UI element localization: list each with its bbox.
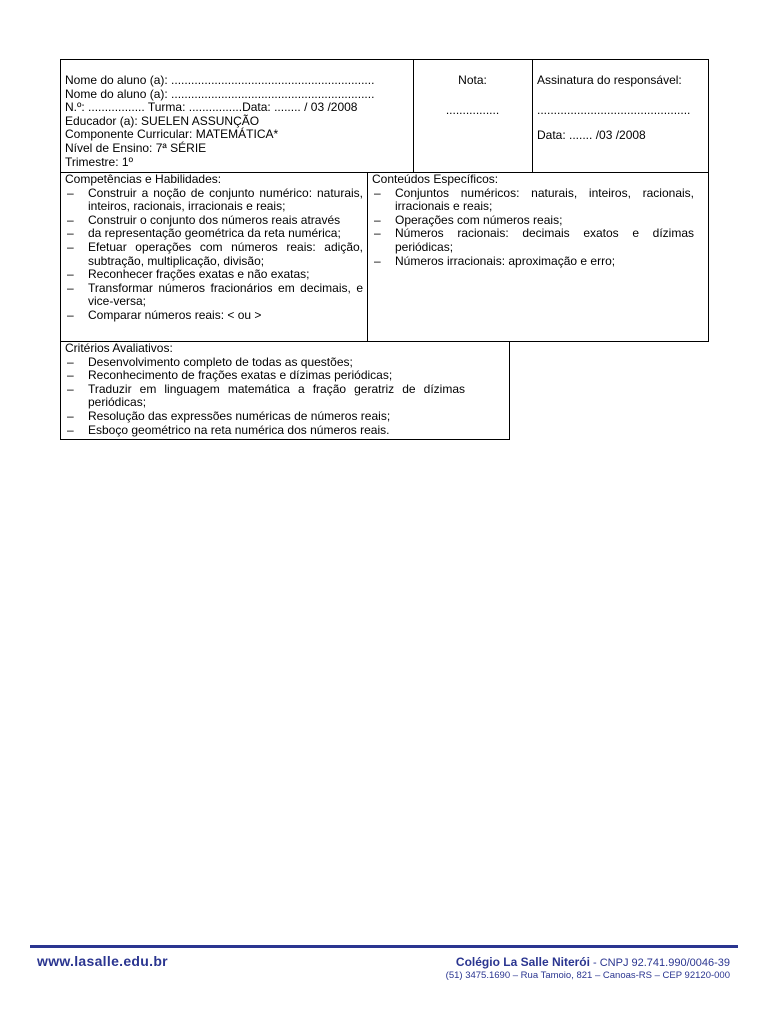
bullet-dash: – (67, 239, 74, 254)
contents-list (372, 187, 694, 269)
bullet-dash: – (67, 422, 74, 437)
list-item: – Efetuar operações com números reais: adição, subtração, multiplicação, divisão; (67, 239, 363, 268)
footer-college (456, 955, 730, 969)
bullet-dash: – (67, 381, 74, 396)
list-item: – Construir o conjunto dos números reais através (67, 212, 341, 227)
contents-title: Conteúdos Específicos: (372, 172, 499, 186)
list-item: – Reconhecimento de frações exatas e dízimas periódicas; (67, 368, 393, 383)
criteria-cell (65, 342, 465, 437)
college-cnpj: - CNPJ 92.741.990/0046-39 (589, 957, 730, 969)
list-item: – Transformar números fracionários em decimais, e vice-versa; (67, 280, 363, 309)
list-item: – da representação geométrica da reta numérica; (67, 226, 341, 241)
student-info-cell (65, 74, 410, 169)
term: Trimestre: 1º (65, 154, 133, 169)
competencies-list (65, 187, 363, 323)
criteria-list (65, 356, 465, 438)
list-item: – Operações com números reais; (374, 212, 563, 227)
contents-cell (372, 173, 694, 268)
bullet-dash: – (67, 212, 74, 227)
list-item: – Esboço geométrico na reta numérica dos números reais. (67, 422, 390, 437)
bullet-dash: – (67, 280, 74, 295)
college-name: Colégio La Salle Niterói (455, 955, 590, 969)
grade-cell (413, 74, 532, 117)
bullet-dash: – (67, 354, 74, 369)
list-item: – Resolução das expressões numéricas de números reais; (67, 408, 391, 423)
grade-label: Nota: (458, 73, 487, 87)
number-class-date: N.º: ................. Turma: ................Data: ........ / 03 /2008 (65, 100, 358, 115)
bullet-dash: – (67, 368, 74, 383)
list-item: – Números irracionais: aproximação e erro; (374, 253, 616, 268)
grade-value: ................ (445, 102, 500, 117)
student-name-2: Nome do aluno (a): ............................................................. (65, 86, 375, 101)
subject: Componente Curricular: MATEMÁTICA* (65, 127, 279, 142)
signature-cell (537, 74, 707, 143)
footer-website-link[interactable]: www.lasalle.edu.br (37, 953, 168, 969)
divider-competencias (367, 172, 368, 342)
list-item: – Desenvolvimento completo de todas as questões; (67, 354, 353, 369)
footer-address: (51) 3475.1690 – Rua Tamoio, 821 – Canoas-RS – CEP 92120-000 (445, 970, 730, 981)
list-item: – Reconhecer frações exatas e não exatas; (67, 267, 310, 282)
signature-label: Assinatura do responsável: (537, 73, 682, 87)
educator: Educador (a): SUELEN ASSUNÇÃO (65, 113, 260, 128)
competencies-title: Competências e Habilidades: (65, 172, 222, 186)
criteria-title: Critérios Avaliativos: (65, 341, 173, 355)
bullet-dash: – (67, 307, 74, 322)
list-item: – Construir a noção de conjunto numérico: naturais, inteiros, racionais, irracionais e reais; (67, 185, 363, 214)
signature-date: Data: ....... /03 /2008 (537, 128, 646, 143)
bullet-dash: – (67, 226, 74, 241)
bullet-dash: – (67, 185, 74, 200)
bullet-dash: – (67, 408, 74, 423)
list-item: – Números racionais: decimais exatos e dízimas periódicas; (374, 226, 694, 254)
student-name-1: Nome do aluno (a): ............................................................. (65, 73, 375, 87)
list-item: – Conjuntos numéricos: naturais, inteiros, racionais, irracionais e reais; (374, 185, 694, 214)
level: Nível de Ensino: 7ª SÉRIE (65, 140, 207, 155)
bullet-dash: – (374, 253, 381, 268)
bullet-dash: – (374, 185, 381, 200)
bullet-dash: – (374, 226, 381, 241)
bullet-dash: – (374, 212, 381, 227)
list-item: – Comparar números reais: < ou > (67, 307, 262, 322)
competencies-cell (65, 173, 363, 323)
divider-assinatura (532, 59, 533, 172)
signature-line: .............................................. (537, 102, 691, 117)
list-item: – Traduzir em linguagem matemática a fração geratriz de dízimas periódicas; (67, 381, 465, 410)
bullet-dash: – (67, 267, 74, 282)
footer-rule (30, 945, 738, 948)
